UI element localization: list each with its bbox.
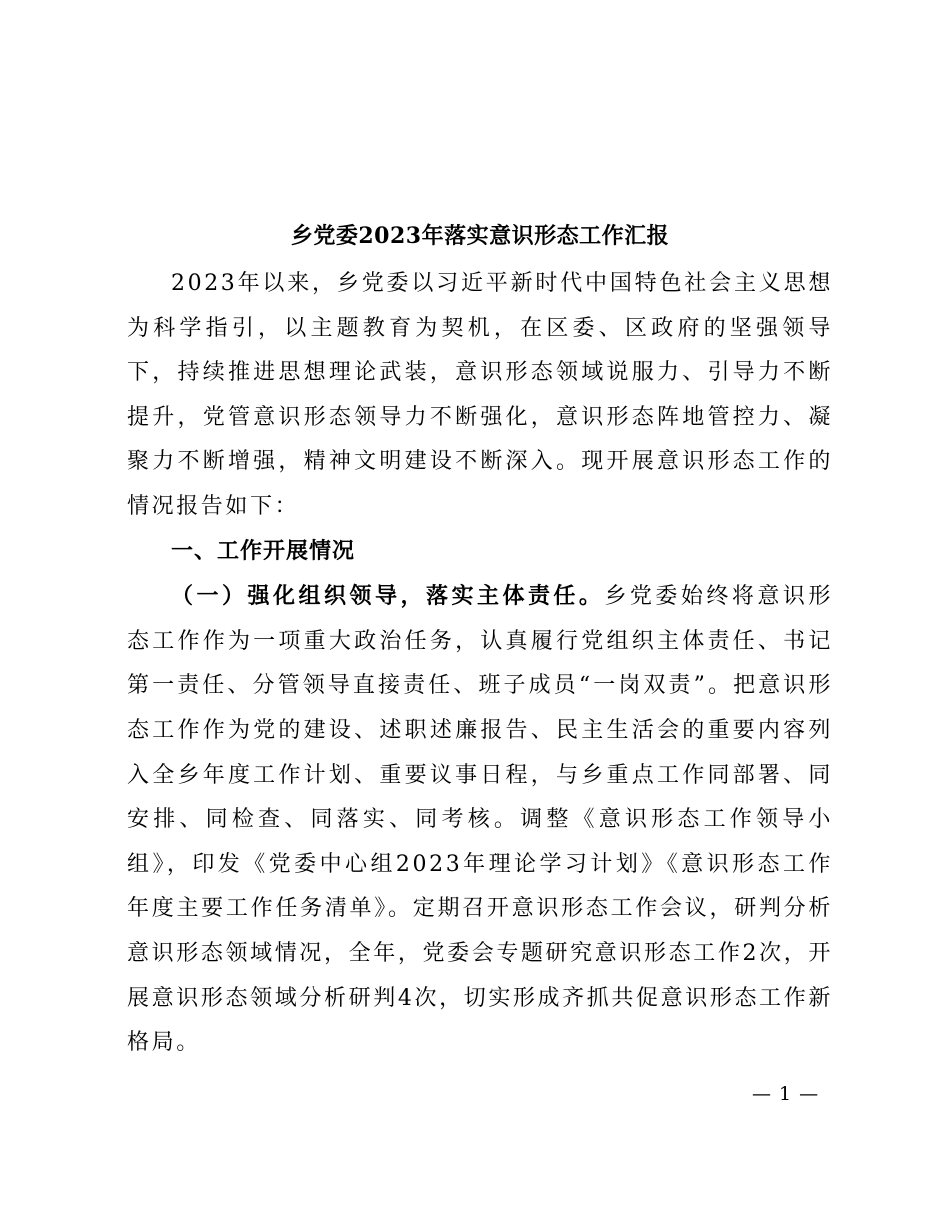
document-body	[127, 218, 833, 1066]
intro-paragraph: 2023年以来，乡党委以习近平新时代中国特色社会主义思想为科学指引，以主题教育为契机，在区委、区政府的坚强领导下，持续推进思想理论武装，意识形态领域说服力、引导力不断提升，党管意识形态领导力不断强化，意识形态阵地管控力、凝聚力不断增强，精神文明建设不断深入。现开展意识形态工作的情况报告如下：	[127, 271, 833, 519]
section1-sub1-paragraph	[127, 574, 833, 1066]
document-title: 乡党委2023年落实意识形态工作汇报	[290, 223, 670, 249]
page-number: — 1 —	[752, 1083, 820, 1105]
section1-sub1-body: 乡党委始终将意识形态工作作为一项重大政治任务，认真履行党组织主体责任、书记第一责任、分管领导直接责任、班子成员“一岗双责”。把意识形态工作作为党的建设、述职述廉报告、民主生活会的重要内容列入全乡年度工作计划、重要议事日程，与乡重点工作同部署、同安排、同检查、同落实、同考核。调整《意识形态工作领导小组》，印发《党委中心组2023年理论学习计划》《意识形态工作年度主要工作任务清单》。定期召开意识形态工作会议，研判分析意识形态领域情况，全年，党委会专题研究意识形态工作2次，开展意识形态领域分析研判4次，切实形成齐抓共促意识形态工作新格局。	[127, 584, 834, 1056]
section-heading-work-status: 一、工作开展情况	[171, 538, 356, 564]
section1-sub1-heading: （一）强化组织领导，落实主体责任。	[171, 583, 605, 610]
